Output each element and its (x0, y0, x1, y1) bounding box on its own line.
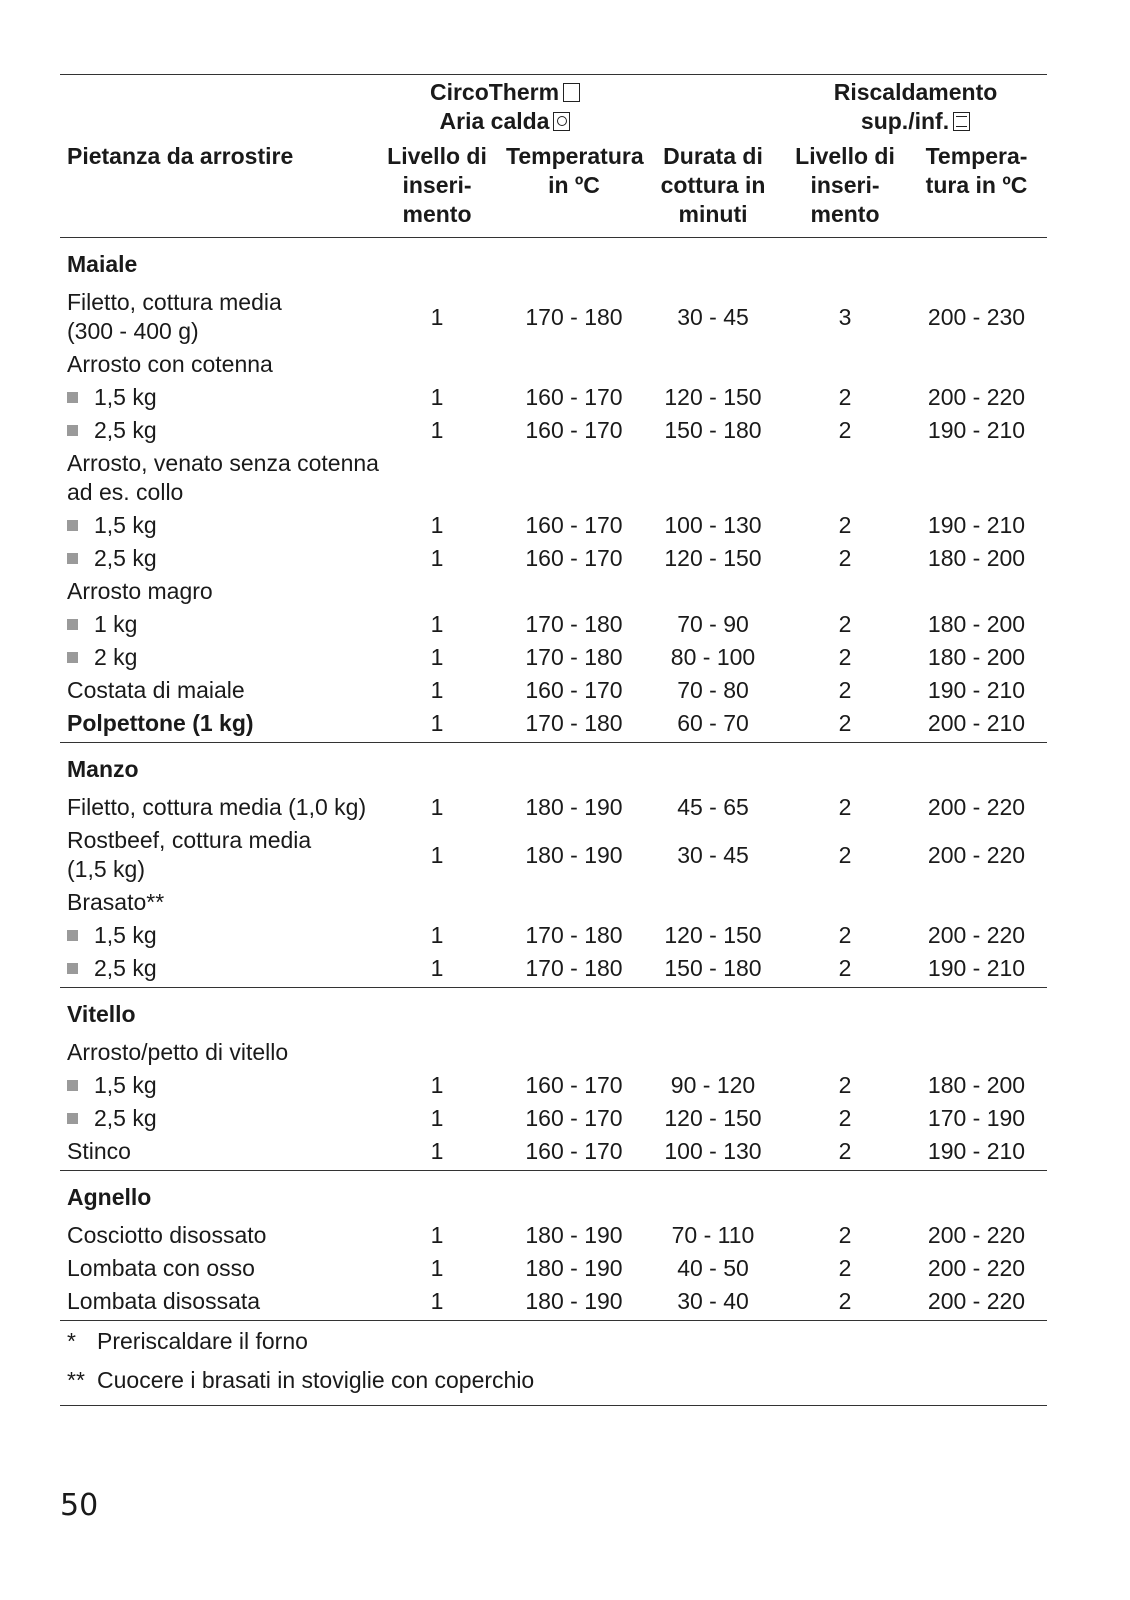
cooking-time-value: 30 - 45 (677, 303, 749, 330)
hot-air-label: Aria calda (439, 108, 550, 134)
level-value: 1 (430, 1072, 444, 1098)
temperature-2-value: 200 - 220 (927, 922, 1026, 948)
temperature-value (506, 1036, 642, 1069)
footnote: ** Cuocere i brasati in stoviglie con coperchio (67, 1367, 535, 1393)
level-2-value: 2 (838, 922, 852, 948)
table-row (60, 791, 1047, 824)
table-row (60, 414, 1047, 447)
cooking-time-value: 120 - 150 (664, 1105, 762, 1131)
table-row (60, 1219, 1047, 1252)
temperature-2-value (906, 348, 1047, 381)
table-row (60, 1036, 1047, 1069)
table-row (60, 707, 1047, 743)
level-2-value: 2 (838, 1105, 852, 1131)
top-bottom-heat-sub: sup./inf. (860, 108, 950, 134)
level-value: 1 (368, 1135, 506, 1171)
cooking-time-value (642, 447, 784, 509)
temperature-value: 180 - 190 (525, 841, 623, 868)
temperature-2-value: 200 - 220 (927, 794, 1026, 820)
level-value: 1 (368, 1285, 506, 1321)
temperature-2-value: 170 - 190 (927, 1105, 1026, 1131)
square-bullet-icon (67, 619, 78, 630)
section-row (60, 1171, 1047, 1220)
level-2-value: 2 (838, 644, 852, 670)
table-row (60, 919, 1047, 952)
temperature-2-value: 200 - 220 (927, 841, 1026, 868)
cooking-time-value: 100 - 130 (664, 512, 762, 538)
temperature-2-value: 200 - 220 (927, 1222, 1026, 1248)
cooking-time-value: 90 - 120 (670, 1072, 756, 1098)
level-2-value: 3 (838, 303, 852, 330)
table-row (60, 447, 1047, 509)
cooking-time-value (642, 886, 784, 919)
top-bottom-heat-icon (953, 112, 970, 131)
square-bullet-icon (67, 963, 78, 974)
temperature-value: 160 - 170 (525, 1072, 623, 1098)
level-value: 1 (430, 384, 444, 410)
col-temperature: Temperatura in ºC (506, 142, 642, 238)
level-2-value: 2 (838, 794, 852, 820)
table-row (60, 1069, 1047, 1102)
section-row (60, 238, 1047, 287)
temperature-2-value: 180 - 200 (927, 644, 1026, 670)
temperature-value: 180 - 190 (506, 1285, 642, 1321)
cooking-time-value: 120 - 150 (664, 384, 762, 410)
cooking-time-value: 80 - 100 (670, 644, 756, 670)
level-2-value: 2 (838, 512, 852, 538)
level-2-value: 2 (838, 545, 852, 571)
table-row (60, 641, 1047, 674)
cooking-time-value: 45 - 65 (677, 794, 749, 820)
dish-name: Lombata con osso (67, 1255, 255, 1281)
temperature-value (506, 348, 642, 381)
header-spacer (642, 75, 784, 143)
temperature-2-value (906, 1036, 1047, 1069)
temperature-value: 160 - 170 (525, 417, 623, 443)
temperature-2-value: 180 - 200 (927, 545, 1026, 571)
dish-name: Rostbeef, cottura media (1,5 kg) (67, 827, 312, 882)
level-value: 1 (430, 794, 444, 820)
column-header-row (60, 142, 1047, 238)
cooking-time-value: 30 - 45 (677, 841, 749, 868)
circotherm-label: CircoTherm (429, 79, 560, 105)
col-cooking-time: Durata di cottura in minuti (642, 142, 784, 238)
temperature-value: 160 - 170 (525, 384, 623, 410)
dish-name: 1,5 kg (60, 919, 368, 952)
top-bottom-heat-header (784, 75, 1047, 143)
level-2-value (784, 447, 906, 509)
level-2-value: 2 (838, 1222, 852, 1248)
level-value: 1 (430, 644, 444, 670)
level-2-value (784, 886, 906, 919)
temperature-2-value: 190 - 210 (906, 1135, 1047, 1171)
dish-name: Costata di maiale (67, 677, 245, 703)
col-dish: Pietanza da arrostire (60, 142, 368, 238)
level-value: 1 (430, 841, 444, 868)
cooking-time-value: 70 - 110 (671, 1222, 755, 1248)
col-temperature-2: Tempera- tura in ºC (906, 142, 1047, 238)
temperature-2-value: 190 - 210 (927, 512, 1026, 538)
level-value (368, 575, 506, 608)
level-value: 1 (368, 707, 506, 743)
section-row (60, 743, 1047, 792)
section-title: Vitello (67, 1001, 136, 1027)
footnotes (60, 1321, 1047, 1406)
square-bullet-icon (67, 652, 78, 663)
dish-name: 2,5 kg (60, 542, 368, 575)
temperature-value: 180 - 190 (525, 1222, 623, 1248)
level-value: 1 (430, 303, 444, 330)
temperature-2-value: 200 - 220 (927, 384, 1026, 410)
temperature-value: 180 - 190 (525, 794, 623, 820)
level-2-value: 2 (784, 952, 906, 988)
cooking-time-value: 150 - 180 (664, 417, 762, 443)
dish-name: 2 kg (60, 641, 368, 674)
temperature-value: 180 - 190 (525, 1255, 623, 1281)
level-value: 1 (430, 677, 444, 703)
temperature-value (506, 447, 642, 509)
table-row (60, 608, 1047, 641)
table-row (60, 381, 1047, 414)
dish-name: 1,5 kg (60, 381, 368, 414)
temperature-value (506, 886, 642, 919)
temperature-2-value (906, 575, 1047, 608)
temperature-value: 170 - 180 (525, 611, 623, 637)
level-2-value (784, 348, 906, 381)
temperature-2-value (906, 886, 1047, 919)
temperature-value (506, 575, 642, 608)
level-2-value: 2 (838, 677, 852, 703)
square-bullet-icon (67, 392, 78, 403)
dish-name: 2,5 kg (60, 414, 368, 447)
col-level: Livello di inseri- mento (368, 142, 506, 238)
temperature-value: 160 - 170 (525, 512, 623, 538)
cooking-time-value: 70 - 90 (677, 611, 749, 637)
table-row (60, 1135, 1047, 1171)
level-value: 1 (430, 417, 444, 443)
level-value: 1 (430, 545, 444, 571)
level-2-value: 2 (784, 1285, 906, 1321)
level-value: 1 (368, 952, 506, 988)
cooking-time-value: 30 - 40 (642, 1285, 784, 1321)
table-row (60, 1285, 1047, 1321)
dish-name: Filetto, cottura media (300 - 400 g) (67, 289, 282, 344)
cooking-time-value: 70 - 80 (677, 677, 749, 703)
dish-name: Stinco (60, 1135, 368, 1171)
temperature-value: 170 - 180 (506, 952, 642, 988)
dish-name: 2,5 kg (60, 952, 368, 988)
temperature-value: 170 - 180 (525, 303, 623, 330)
temperature-value: 170 - 180 (506, 707, 642, 743)
section-title: Agnello (67, 1184, 152, 1210)
cooking-time-value: 120 - 150 (664, 922, 762, 948)
level-2-value: 2 (838, 1072, 852, 1098)
table-row (60, 1252, 1047, 1285)
temperature-2-value: 190 - 210 (906, 952, 1047, 988)
cooking-time-value: 40 - 50 (677, 1255, 749, 1281)
table-row (60, 542, 1047, 575)
table-row (60, 286, 1047, 348)
page-number: 50 (60, 1488, 99, 1523)
temperature-2-value: 190 - 210 (927, 677, 1026, 703)
col-level-2: Livello di inseri- mento (784, 142, 906, 238)
level-2-value: 2 (838, 611, 852, 637)
level-value: 1 (430, 1255, 444, 1281)
level-2-value (784, 575, 906, 608)
top-bottom-heat-label: Riscaldamento (833, 79, 998, 105)
temperature-2-value: 200 - 210 (906, 707, 1047, 743)
dish-name: Cosciotto disossato (67, 1222, 267, 1248)
section-title: Maiale (67, 251, 138, 277)
fan-icon (553, 112, 570, 131)
level-2-value (784, 1036, 906, 1069)
table-row (60, 509, 1047, 542)
level-2-value: 2 (784, 1135, 906, 1171)
temperature-value: 160 - 170 (525, 545, 623, 571)
temperature-value: 170 - 180 (525, 644, 623, 670)
dish-name: 1,5 kg (60, 1069, 368, 1102)
dish-name: Arrosto/petto di vitello (67, 1039, 289, 1065)
dish-name: Arrosto magro (67, 578, 213, 604)
dish-name: 2,5 kg (60, 1102, 368, 1135)
temperature-2-value: 200 - 220 (927, 1255, 1026, 1281)
dish-name: Brasato** (67, 889, 165, 915)
level-value (368, 1036, 506, 1069)
square-bullet-icon (67, 520, 78, 531)
temperature-2-value: 180 - 200 (927, 611, 1026, 637)
square-bullet-icon (67, 1080, 78, 1091)
table-row (60, 348, 1047, 381)
temperature-value: 160 - 170 (525, 1105, 623, 1131)
circotherm-icon (563, 83, 580, 102)
temperature-2-value: 200 - 220 (906, 1285, 1047, 1321)
table-row (60, 1102, 1047, 1135)
table-row (60, 952, 1047, 988)
dish-name: 1 kg (60, 608, 368, 641)
table-body (60, 238, 1047, 1321)
temperature-2-value: 190 - 210 (927, 417, 1026, 443)
temperature-2-value (906, 447, 1047, 509)
level-value (368, 348, 506, 381)
cooking-time-value (642, 1036, 784, 1069)
level-value: 1 (430, 611, 444, 637)
level-value (368, 447, 506, 509)
cooking-time-value: 100 - 130 (642, 1135, 784, 1171)
table-row (60, 886, 1047, 919)
table-row (60, 575, 1047, 608)
square-bullet-icon (67, 425, 78, 436)
cooking-time-value (642, 575, 784, 608)
dish-name: Polpettone (1 kg) (60, 707, 368, 743)
mode-header-row (60, 75, 1047, 143)
dish-name: 1,5 kg (60, 509, 368, 542)
cooking-time-value (642, 348, 784, 381)
dish-name: Filetto, cottura media (1,0 kg) (67, 794, 367, 820)
level-2-value: 2 (838, 1255, 852, 1281)
level-value: 1 (430, 1222, 444, 1248)
level-value: 1 (430, 922, 444, 948)
temperature-value: 160 - 170 (506, 1135, 642, 1171)
temperature-value: 170 - 180 (525, 922, 623, 948)
square-bullet-icon (67, 1113, 78, 1124)
level-2-value: 2 (838, 417, 852, 443)
cooking-time-value: 150 - 180 (642, 952, 784, 988)
section-row (60, 988, 1047, 1037)
level-2-value: 2 (838, 841, 852, 868)
roasting-table-page (60, 74, 1047, 1406)
temperature-2-value: 180 - 200 (927, 1072, 1026, 1098)
cooking-time-value: 60 - 70 (642, 707, 784, 743)
temperature-2-value: 200 - 230 (927, 303, 1026, 330)
dish-name: Lombata disossata (60, 1285, 368, 1321)
footnote: * Preriscaldare il forno (67, 1328, 308, 1354)
square-bullet-icon (67, 553, 78, 564)
level-value: 1 (430, 512, 444, 538)
table-row (60, 674, 1047, 707)
cooking-time-value: 120 - 150 (664, 545, 762, 571)
level-2-value: 2 (784, 707, 906, 743)
temperature-value: 160 - 170 (525, 677, 623, 703)
square-bullet-icon (67, 930, 78, 941)
circotherm-mode-header (368, 75, 642, 143)
section-title: Manzo (67, 756, 139, 782)
roasting-table (60, 74, 1047, 1321)
header-spacer (60, 75, 368, 143)
level-value: 1 (430, 1105, 444, 1131)
level-2-value: 2 (838, 384, 852, 410)
dish-name: Arrosto con cotenna (67, 351, 273, 377)
dish-name: Arrosto, venato senza cotenna ad es. collo (67, 450, 379, 505)
level-value (368, 886, 506, 919)
table-row (60, 824, 1047, 886)
